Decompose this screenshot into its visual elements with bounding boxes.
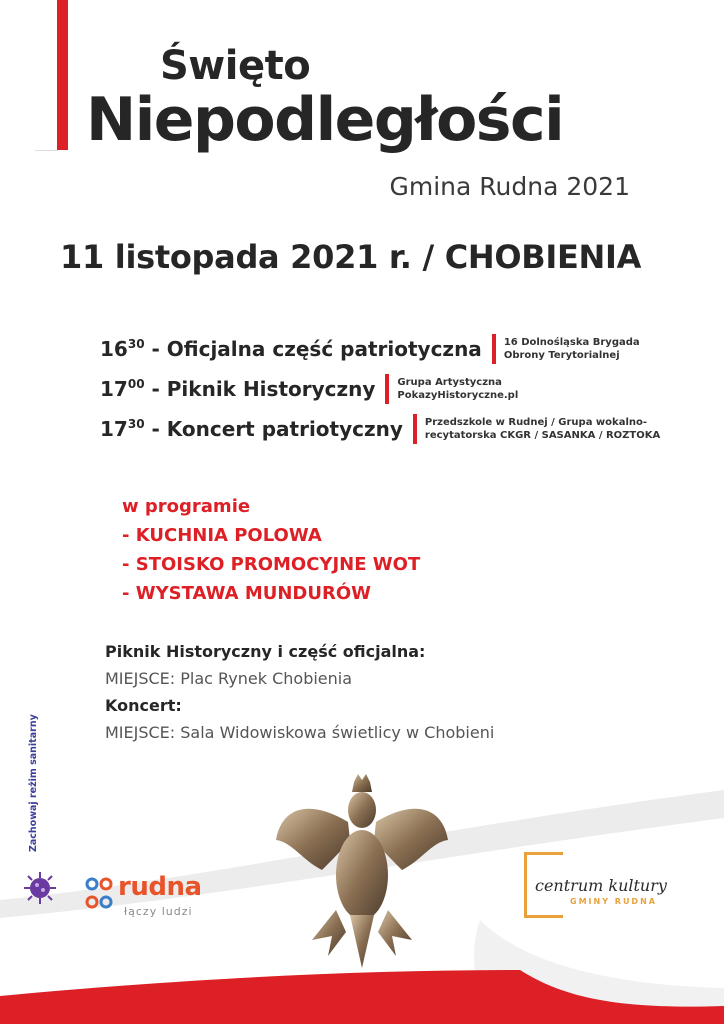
centrum-kultury-sub: GMINY RUDNA: [570, 897, 657, 906]
red-divider: [385, 374, 389, 404]
schedule-item-2: [100, 374, 518, 404]
schedule-event: $17^{00}$ - Piknik Historyczny: [100, 377, 376, 401]
schedule-note: 16 Dolnośląska Brygada Obrony Terytorialnej: [503, 336, 640, 361]
picnic-label: Piknik Historyczny i część oficjalna:: [105, 642, 426, 661]
program-item: - KUCHNIA POLOWA: [122, 525, 322, 546]
picnic-place: MIEJSCE: Plac Rynek Chobienia: [105, 669, 353, 688]
sanitary-note: Zachowaj reżim sanitarny: [28, 714, 39, 852]
concert-label: Koncert:: [105, 696, 182, 715]
venue-info: [105, 638, 494, 746]
schedule-note: Przedszkole w Rudnej / Grupa wokalno- recytatorska CKGR / SASANKA / ROZTOKA: [424, 416, 661, 441]
schedule-event: $17^{30}$ - Koncert patriotyczny: [100, 417, 403, 441]
red-divider: [492, 334, 496, 364]
concert-place: MIEJSCE: Sala Widowiskowa świetlicy w Chobieni: [105, 723, 495, 742]
schedule-item-1: [100, 334, 640, 364]
flag-stripe-red: [57, 0, 68, 150]
schedule-event: $16^{30}$ - Oficjalna część patriotyczna: [100, 337, 482, 361]
program-heading: w programie: [122, 496, 251, 517]
virus-icon: [22, 870, 58, 906]
program-item: - STOISKO PROMOCYJNE WOT: [122, 554, 421, 575]
date-location: 11 listopada 2021 r. / CHOBIENIA: [60, 238, 642, 276]
flag-stripe-white: [35, 0, 58, 151]
title-line-2: Niepodległości: [86, 85, 564, 155]
schedule-item-3: [100, 414, 660, 444]
title-line-1: Święto: [160, 43, 311, 89]
schedule-note: Grupa Artystyczna PokazyHistoryczne.pl: [397, 376, 519, 401]
subtitle: Gmina Rudna 2021: [389, 172, 630, 201]
program-list: [122, 492, 420, 608]
program-item: - WYSTAWA MUNDURÓW: [122, 583, 372, 604]
rudna-logo-icon: [84, 876, 116, 912]
red-divider: [413, 414, 417, 444]
white-eagle-emblem: [272, 770, 452, 970]
rudna-logo-name: rudna: [118, 872, 202, 902]
rudna-logo-tagline: łączy ludzi: [124, 905, 193, 918]
centrum-kultury-name: centrum kultury: [535, 876, 667, 895]
